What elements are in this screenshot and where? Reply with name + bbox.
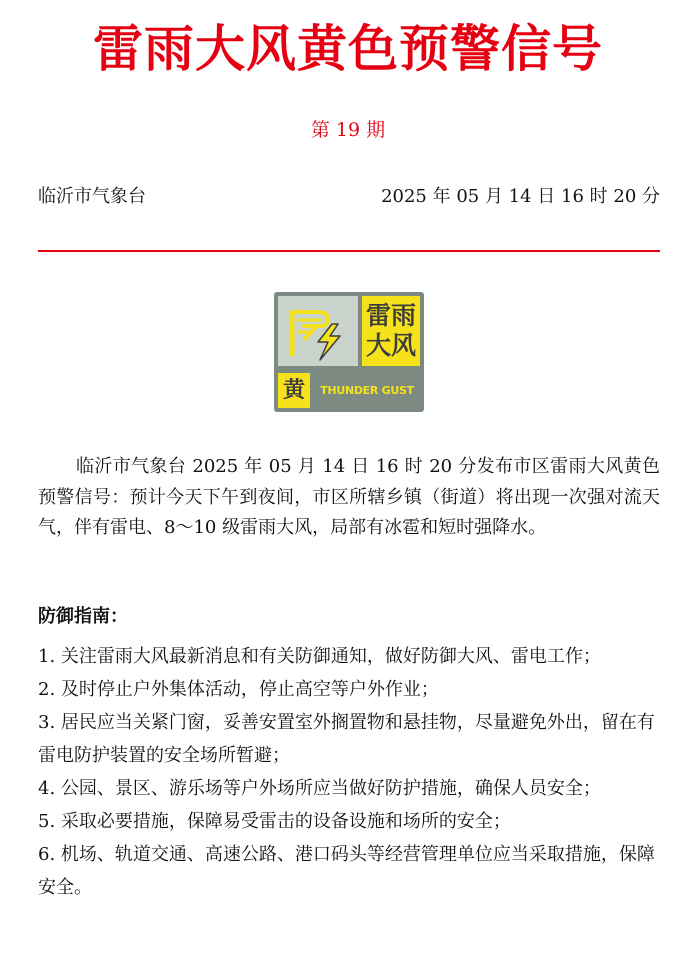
issue-datetime: 2025 年 05 月 14 日 16 时 20 分 [381, 186, 660, 207]
issue-number: 第 19 期 [310, 119, 386, 141]
guide-item: 5. 采取必要措施，保障易受雷击的设备设施和场所的安全； [38, 811, 511, 832]
issuer: 临沂市气象台 [38, 186, 146, 207]
guide-item: 3. 居民应当关紧门窗，妥善安置室外搁置物和悬挂物，尽量避免外出，留在有雷电防护装置的安全场所暂避； [38, 712, 655, 766]
header-divider [38, 250, 660, 252]
guide-item: 2. 及时停止户外集体活动，停止高空等户外作业； [38, 679, 439, 700]
signal-cn-line2: 大风 [365, 331, 416, 360]
document-title: 雷雨大风黄色预警信号 [93, 20, 603, 78]
signal-level-badge: 黄 [278, 373, 310, 408]
warning-signal-icon [274, 292, 424, 412]
lightning-wind-graphic [278, 296, 358, 366]
guide-list [38, 640, 660, 904]
warning-paragraph: 临沂市气象台 2025 年 05 月 14 日 16 时 20 分发布市区雷雨大风黄色预警信号：预计今天下午到夜间，市区所辖乡镇（街道）将出现一次强对流天气，伴有雷电、8～10 级雷雨大风，局部有冰雹和短时强降水。 [38, 456, 660, 538]
guide-item: 1. 关注雷雨大风最新消息和有关防御通知，做好防御大风、雷电工作； [38, 646, 601, 667]
signal-cn-line1: 雷雨 [365, 301, 416, 330]
guide-item: 4. 公园、景区、游乐场等户外场所应当做好防护措施，确保人员安全； [38, 778, 601, 799]
signal-en-label: THUNDER GUST [320, 384, 414, 397]
signal-cn-label [362, 296, 420, 366]
lightning-wind-icon [278, 296, 358, 366]
guide-item: 6. 机场、轨道交通、高速公路、港口码头等经营管理单位应当采取措施，保障安全。 [38, 844, 655, 898]
guide-title: 防御指南： [38, 606, 128, 627]
